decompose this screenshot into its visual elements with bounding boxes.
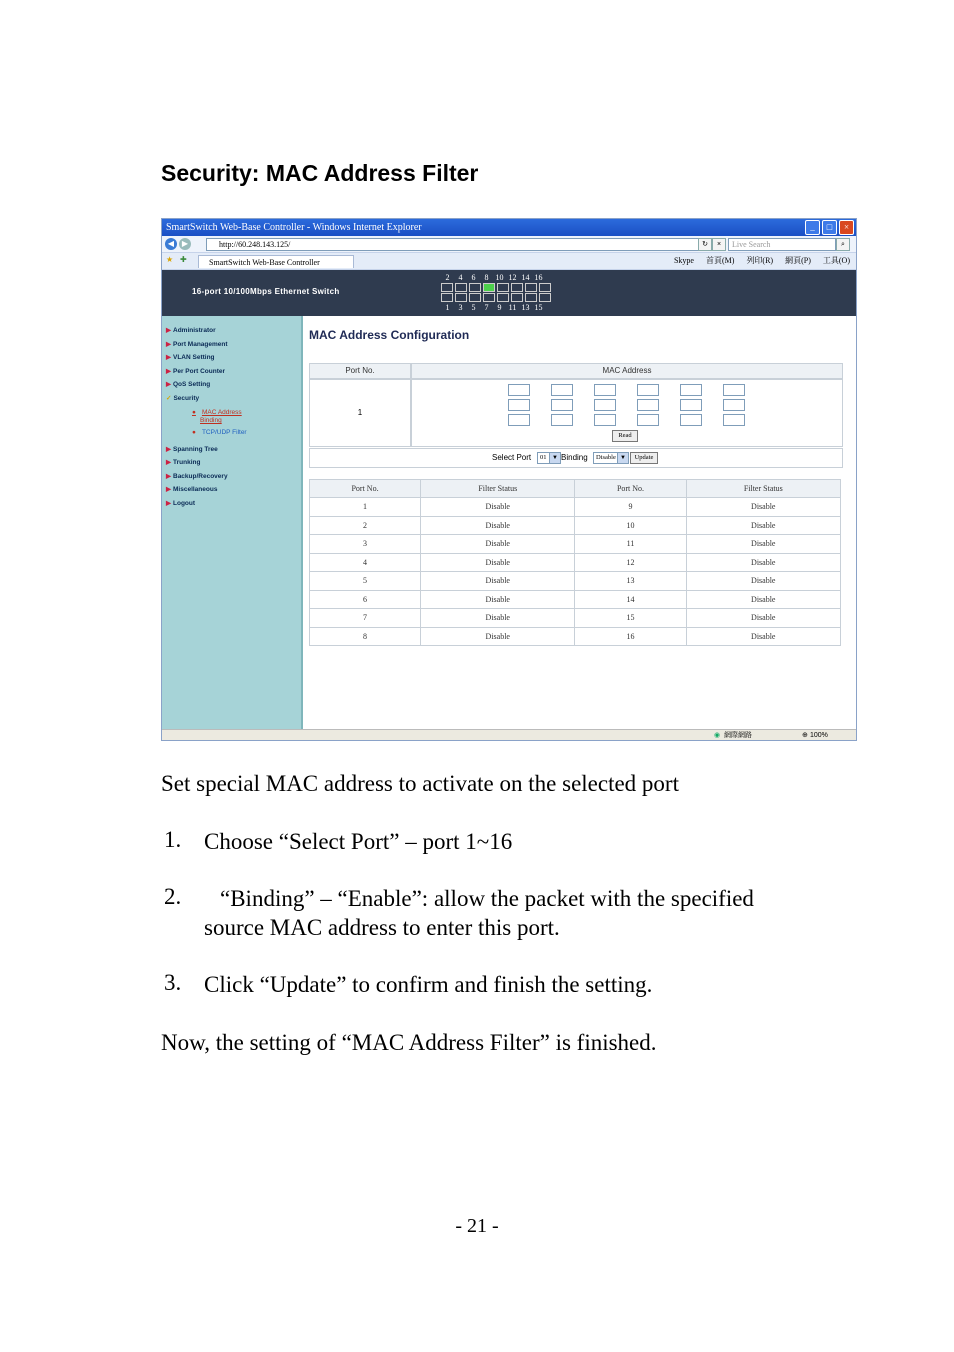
binding-label: Binding: [561, 453, 588, 462]
port-led: [455, 283, 467, 292]
port-number: 15: [534, 303, 543, 312]
port-no-header: Port No.: [309, 363, 411, 379]
port-number: 1: [445, 303, 450, 312]
port-no-cell: 10: [575, 516, 686, 535]
port-no-cell: 6: [310, 590, 421, 609]
filter-status-cell: Disable: [686, 590, 840, 609]
table-row: [310, 516, 841, 535]
mac-octet-input[interactable]: [508, 399, 530, 411]
sidebar-item-port-management[interactable]: ▶ Port Management: [166, 341, 228, 348]
step-text: Choose “Select Port” – port 1~16: [204, 829, 513, 854]
main-content: [305, 316, 856, 729]
browser-screenshot: [161, 218, 857, 741]
sidebar-sub-mac-address[interactable]: ● MAC Address: [192, 409, 242, 416]
select-port-label: Select Port: [492, 453, 532, 462]
port-led: [441, 283, 453, 292]
sidebar-item-per-port-counter[interactable]: ▶ Per Port Counter: [166, 368, 226, 375]
port-number: 12: [508, 273, 517, 282]
chevron-down-icon[interactable]: ▼: [549, 452, 561, 464]
mac-octet-input[interactable]: [594, 384, 616, 396]
mac-octet-input[interactable]: [723, 384, 745, 396]
switch-banner: [162, 270, 856, 316]
sidebar-item-qos-setting[interactable]: ▶ QoS Setting: [166, 381, 211, 388]
port-no-cell: 1: [310, 498, 421, 517]
window-title: SmartSwitch Web-Base Controller - Windows Internet Explorer: [166, 222, 422, 233]
filter-status-cell: Disable: [421, 627, 575, 646]
mac-octet-input[interactable]: [680, 414, 702, 426]
sidebar-item-security[interactable]: ✓ Security: [166, 395, 200, 402]
zoom-level[interactable]: 100%: [810, 732, 828, 739]
sidebar-item-logout[interactable]: ▶ Logout: [166, 500, 196, 507]
sidebar-item-vlan-setting[interactable]: ▶ VLAN Setting: [166, 354, 215, 361]
port-no-cell: 8: [310, 627, 421, 646]
intro-text: Set special MAC address to activate on the selected port: [161, 771, 679, 796]
step-text-continued: source MAC address to enter this port.: [204, 915, 560, 940]
minimize-icon[interactable]: _: [805, 220, 820, 235]
port-no-value: 1: [309, 379, 411, 447]
port-led: [497, 293, 509, 302]
table-header: Filter Status: [686, 480, 840, 498]
filter-status-cell: Disable: [686, 498, 840, 517]
port-no-cell: 9: [575, 498, 686, 517]
port-led: [469, 293, 481, 302]
filter-status-cell: Disable: [686, 627, 840, 646]
port-led: [497, 283, 509, 292]
table-row: [310, 572, 841, 591]
filter-status-cell: Disable: [421, 498, 575, 517]
page-number: - 21 -: [455, 1215, 499, 1237]
step-text: Click “Update” to confirm and finish the setting.: [204, 972, 653, 997]
port-no-cell: 16: [575, 627, 686, 646]
search-input[interactable]: Live Search: [728, 238, 836, 251]
stop-icon[interactable]: ×: [712, 238, 726, 251]
filter-status-cell: Disable: [686, 553, 840, 572]
filter-status-cell: Disable: [421, 609, 575, 628]
zoom-icon: ⊕: [802, 732, 808, 739]
switch-title: 16-port 10/100Mbps Ethernet Switch: [192, 287, 340, 296]
port-number: 16: [534, 273, 543, 282]
mac-octet-input[interactable]: [594, 414, 616, 426]
mac-octet-input[interactable]: [680, 399, 702, 411]
port-no-cell: 14: [575, 590, 686, 609]
forward-icon[interactable]: ▶: [179, 238, 191, 250]
filter-status-cell: Disable: [686, 572, 840, 591]
filter-status-cell: Disable: [686, 609, 840, 628]
port-led: [511, 283, 523, 292]
port-number: 4: [458, 273, 463, 282]
tool-page[interactable]: 網頁(P): [785, 256, 811, 265]
port-led: [441, 293, 453, 302]
update-button[interactable]: Update: [630, 452, 658, 464]
maximize-icon[interactable]: □: [822, 220, 837, 235]
port-number: 14: [521, 273, 530, 282]
filter-status-cell: Disable: [421, 590, 575, 609]
mac-address-header: MAC Address: [411, 363, 843, 379]
mac-octet-input[interactable]: [551, 414, 573, 426]
refresh-icon[interactable]: ↻: [698, 238, 712, 251]
port-no-cell: 2: [310, 516, 421, 535]
sidebar-sub-tcp-udp-filter[interactable]: ● TCP/UDP Filter: [192, 429, 247, 436]
port-no-cell: 13: [575, 572, 686, 591]
port-led: [511, 293, 523, 302]
chevron-down-icon[interactable]: ▼: [617, 452, 629, 464]
port-number: 9: [497, 303, 502, 312]
port-panel: [441, 273, 551, 312]
sidebar-sub-binding[interactable]: Binding: [200, 417, 222, 424]
filter-status-cell: Disable: [421, 553, 575, 572]
port-number: 6: [471, 273, 476, 282]
sidebar-item-spanning-tree[interactable]: ▶ Spanning Tree: [166, 446, 218, 453]
close-icon[interactable]: ×: [839, 220, 854, 235]
port-number: 3: [458, 303, 463, 312]
port-number: 13: [521, 303, 530, 312]
url-input[interactable]: http://60.248.143.125/: [206, 238, 708, 251]
tab-bar: [162, 253, 856, 270]
outro-text: Now, the setting of “MAC Address Filter” is finished.: [161, 1030, 657, 1055]
sidebar-item-administrator[interactable]: ▶ Administrator: [166, 327, 216, 334]
mac-octet-input[interactable]: [637, 399, 659, 411]
table-header: Filter Status: [421, 480, 575, 498]
port-number: 11: [508, 303, 517, 312]
port-no-cell: 3: [310, 535, 421, 554]
add-favorite-icon[interactable]: ✚: [180, 255, 187, 264]
port-led: [539, 293, 551, 302]
tool-skype[interactable]: Skype: [673, 256, 694, 265]
step-number: 3.: [164, 970, 182, 995]
port-no-cell: 4: [310, 553, 421, 572]
port-led: [525, 283, 537, 292]
mac-octet-input[interactable]: [594, 399, 616, 411]
tool-home[interactable]: 首頁(M): [705, 256, 735, 265]
step-text: “Binding” – “Enable”: allow the packet with the specified: [220, 886, 754, 911]
select-port-row: [309, 448, 843, 468]
back-icon[interactable]: ◀: [165, 238, 177, 250]
mac-octet-input[interactable]: [723, 399, 745, 411]
table-row: [310, 553, 841, 572]
port-no-cell: 5: [310, 572, 421, 591]
port-led: [483, 293, 495, 302]
port-led: [455, 293, 467, 302]
mac-octet-input[interactable]: [508, 414, 530, 426]
sidebar: [162, 316, 303, 729]
port-no-cell: 12: [575, 553, 686, 572]
port-led: [483, 283, 495, 292]
address-bar: [162, 236, 856, 253]
table-row: [310, 535, 841, 554]
search-icon[interactable]: ⌕: [836, 238, 850, 251]
filter-status-cell: Disable: [421, 516, 575, 535]
mac-octet-input[interactable]: [637, 384, 659, 396]
port-no-cell: 7: [310, 609, 421, 628]
globe-icon: ◉: [714, 732, 721, 739]
table-row: [310, 498, 841, 517]
mac-octet-input[interactable]: [508, 384, 530, 396]
port-no-cell: 15: [575, 609, 686, 628]
step-number: 1.: [164, 827, 182, 852]
tool-print[interactable]: 列印(R): [746, 256, 774, 265]
window-title-bar: [162, 219, 856, 236]
port-number: 5: [471, 303, 476, 312]
port-led: [539, 283, 551, 292]
filter-status-cell: Disable: [686, 516, 840, 535]
status-zone: 網際網路: [724, 732, 752, 739]
tool-tools[interactable]: 工具(O): [822, 256, 850, 265]
port-number: 10: [495, 273, 504, 282]
filter-status-cell: Disable: [421, 535, 575, 554]
filter-status-cell: Disable: [421, 572, 575, 591]
mac-octet-input[interactable]: [551, 384, 573, 396]
table-row: [310, 627, 841, 646]
step-number: 2.: [164, 884, 182, 909]
status-bar: [162, 729, 856, 741]
table-header: Port No.: [575, 480, 686, 498]
favorites-star-icon[interactable]: ★: [166, 255, 174, 264]
mac-octet-input[interactable]: [551, 399, 573, 411]
sidebar-item-miscellaneous[interactable]: ▶ Miscellaneous: [166, 486, 218, 493]
config-title: MAC Address Configuration: [309, 328, 470, 342]
table-row: [310, 590, 841, 609]
sidebar-item-trunking[interactable]: ▶ Trunking: [166, 459, 201, 466]
mac-octet-input[interactable]: [723, 414, 745, 426]
port-led: [469, 283, 481, 292]
port-no-cell: 11: [575, 535, 686, 554]
sidebar-item-backup-recovery[interactable]: ▶ Backup/Recovery: [166, 473, 228, 480]
table-header: Port No.: [310, 480, 421, 498]
browser-tab[interactable]: SmartSwitch Web-Base Controller: [198, 255, 354, 268]
mac-octet-input[interactable]: [637, 414, 659, 426]
section-heading: Security: MAC Address Filter: [161, 160, 479, 186]
port-number: 8: [484, 273, 489, 282]
table-row: [310, 609, 841, 628]
port-number: 7: [484, 303, 489, 312]
port-number: 2: [445, 273, 450, 282]
binding-dropdown[interactable]: Disable: [593, 452, 619, 464]
port-led: [525, 293, 537, 302]
mac-octet-input[interactable]: [680, 384, 702, 396]
select-port-dropdown[interactable]: 01: [537, 452, 551, 464]
read-button[interactable]: Read: [612, 430, 638, 442]
mac-address-cell: [411, 379, 843, 447]
filter-status-cell: Disable: [686, 535, 840, 554]
filter-status-table: [309, 479, 841, 646]
